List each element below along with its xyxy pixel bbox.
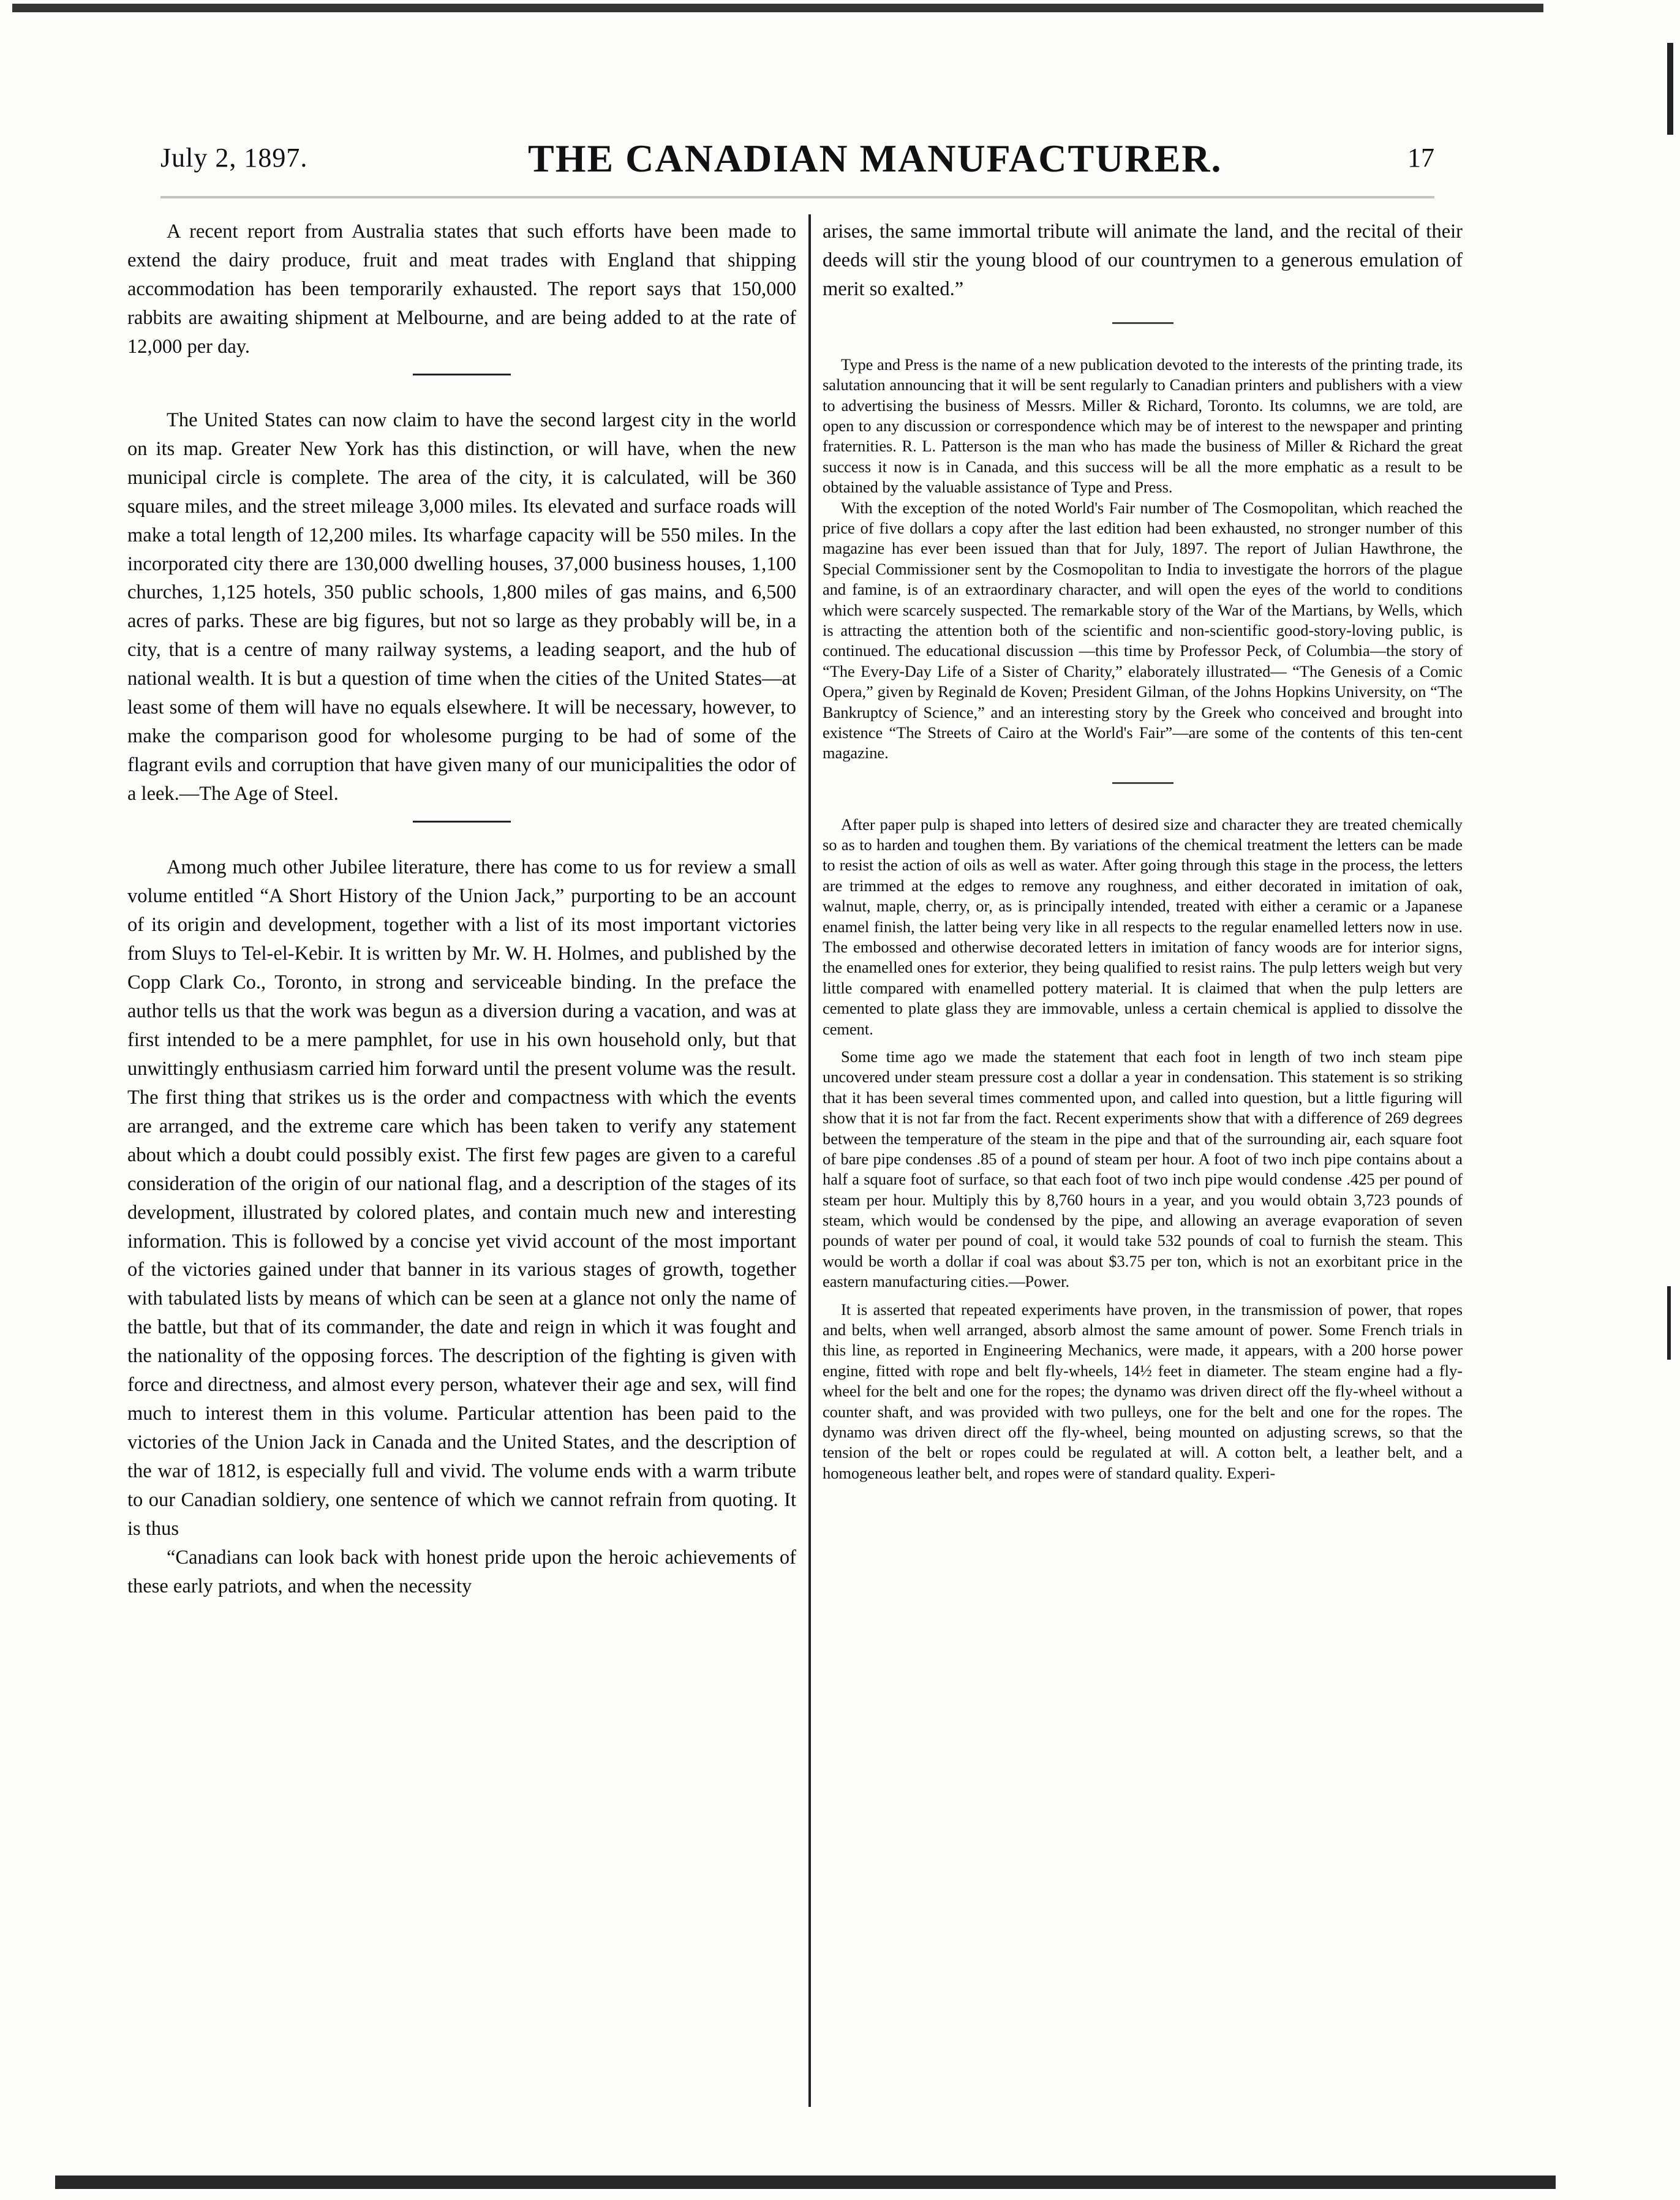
article-steam-pipe: Some time ago we made the statement that each foot in length of two inch steam pipe uncovered under steam pressure cost a dollar a year in condensation. This statement is so striking that it has been several times commented upon, and called into question, but a little figuring will show that it is not far from the fact. Recent experiments show that with a difference of 269 degrees between the temperature of the steam in the pipe and that of the surrounding air, each square foot of bare pipe condenses .85 of a pound of steam per hour. A foot of two inch pipe contains about a half a square foot of surface, so that each foot of two inch pipe would condense .425 per pound of steam per hour. Multiply this by 8,760 hours in a year, and you would obtain 3,723 pounds of steam, which would be condensed by the pipe, and allowing an average evaporation of seven pounds of water per pound of coal, it would take 532 pounds of coal to furnish the steam. This would be worth a dollar if coal was about $3.75 per ton, which is not an exorbitant price in the eastern manufacturing cities.—Power. — [823, 1047, 1463, 1291]
quote-continuation: arises, the same immortal tribute will animate the land, and the recital of their deeds will stir the young blood of our countrymen to a generous emulation of merit so exalted.” — [823, 220, 1463, 300]
column-divider — [808, 214, 811, 2107]
right-column — [823, 217, 1463, 2104]
article-union-jack-quote: “Canadians can look back with honest pride upon the heroic achievements of these early patriots, and when the necessity — [127, 1546, 796, 1597]
article-separator — [413, 821, 511, 823]
left-column — [127, 217, 796, 2104]
article-type-and-press: Type and Press is the name of a new publication devoted to the interests of the printing trade, its salutation announcing that it will be sent regularly to Canadian printers and publishers with a view to advertising the business of Messrs. Miller & Richard, Toronto. Its columns, we are told, are open to any discussion or correspondence which may be of interest to the newspaper and printing fraternities. R. L. Patterson is the man who has made the business of Miller & Richard the great success it now is in Canada, and this success will be all the more emphatic as a result to be obtained by the valuable assistance of Type and Press. — [823, 355, 1463, 497]
article-separator — [413, 374, 511, 375]
article-pulp-letters: After paper pulp is shaped into letters of desired size and character they are treated chemically so as to harden and toughen them. By variations of the chemical treatment the letters can be made to resist the action of oils as well as water. After going through this stage in the process, the letters are trimmed at the edges to remove any roughness, and either decorated in imitation of oak, walnut, maple, cherry, or, as is principally intended, treated with either a ceramic or a Japanese enamel finish, the latter being very like in all respects to the regular enamelled letters now in use. The embossed and otherwise decorated letters in imitation of fancy woods are for interior signs, the enamelled ones for exterior, they being qualified to resist rains. The pulp letters weigh but very little compared with enamelled pottery material. It is claimed that when the pulp letters are cemented to plate glass they are immovable, unless a certain chemical is applied to dissolve the cement. — [823, 815, 1463, 1038]
article-australia-trade: A recent report from Australia states that such efforts have been made to extend the dairy produce, fruit and meat trades with England that shipping accommodation has been temporarily exhausted. The report says that 150,000 rabbits are awaiting shipment at Melbourne, and are being added to at the rate of 12,000 per day. — [127, 220, 796, 358]
article-cosmopolitan: With the exception of the noted World's Fair number of The Cosmopolitan, which reached the price of five dollars a copy after the last edition had been exhausted, no stronger number of this magazine has ever been issued than that for July, 1897. The report of Julian Hawthrone, the Special Commissioner sent by the Cosmopolitan to India to investigate the horrors of the plague and famine, is of an extraordinary character, and will open the eyes of the world to conditions which were scarcely suspected. The remarkable story of the War of the Martians, by Wells, which is attracting the attention both of the scientific and non-scientific good-story-loving public, is continued. The educational discussion —this time by Professor Peck, of Columbia—the story of “The Every-Day Life of a Sister of Charity,” elaborately illustrated— “The Genesis of a Comic Opera,” given by Reginald de Koven; President Gilman, of the Johns Hopkins University, on “The Bankruptcy of Science,” and an interesting story by the Greek who conceived and brought into existence “The Streets of Cairo at the World's Fair”—are some of the contents of this ten-cent magazine. — [823, 498, 1463, 763]
article-separator — [1112, 322, 1173, 324]
page-header — [160, 136, 1434, 191]
header-rule — [160, 196, 1434, 198]
article-union-jack-review: Among much other Jubilee literature, there has come to us for review a small volume entitled “A Short History of the Union Jack,” purporting to be an account of its origin and development, together with a list of its most important victories from Sluys to Tel-el-Kebir. It is written by Mr. W. H. Holmes, and published by the Copp Clark Co., Toronto, in strong and serviceable binding. In the preface the author tells us that the work was begun as a diversion during a vacation, and was at first intended to be a mere pamphlet, for use in his own household only, but that unwittingly enthusiasm carried him forward until the present volume was the result. The first thing that strikes us is the order and compactness with which the events are arranged, and the extreme care which has been taken to verify any statement about which a doubt could possibly exist. The first few pages are given to a careful consideration of the origin of our national flag, and a description of the stages of its development, illustrated by colored plates, and contain much new and interesting information. This is followed by a concise yet vivid account of the most important of the victories gained under that banner in its various stages of growth, together with tabulated lists by means of which can be seen at a glance not only the name of the battle, but that of its commander, the date and reign in which it was fought and the nationality of the opposing forces. The description of the fighting is given with force and directness, and almost every person, whatever their age and sex, will find much to interest them in this volume. Particular attention has been paid to the victories of the Union Jack in Canada and the United States, and the description of the war of 1812, is especially full and vivid. The volume ends with a warm tribute to our Canadian soldiery, one sentence of which we cannot refrain from quoting. It is thus — [127, 856, 796, 1540]
publication-title: THE CANADIAN MANUFACTURER. — [528, 137, 1222, 180]
page-number: 17 — [1407, 143, 1434, 173]
bottom-border-rule — [55, 2176, 1556, 2189]
article-greater-new-york: The United States can now claim to have the second largest city in the world on its map. Greater New York has this distinction, or will have, when the new municipal circle is complete. The area of the city, it is calculated, will be 360 square miles, and the street mileage 3,000 miles. Its elevated and surface roads will make a total length of 12,200 miles. Its wharfage capacity will be 550 miles. In the incorporated city there are 130,000 dwelling houses, 37,000 business houses, 1,100 churches, 1,125 hotels, 350 public schools, 1,800 miles of gas mains, and 6,500 acres of parks. These are big figures, but not so large as they probably will be, in a city, that is a centre of many railway systems, a leading seaport, and the hub of national wealth. It is but a question of time when the cities of the United States—at least some of them will have no equals elsewhere. It will be necessary, however, to make the comparison good for wholesome purging to be had of some of the flagrant evils and corruption that have given many of our municipalities the odor of a leek.—The Age of Steel. — [127, 409, 796, 805]
article-separator — [1112, 782, 1173, 784]
top-border-rule — [12, 4, 1543, 12]
issue-date: July 2, 1897. — [160, 143, 308, 173]
edge-scan-mark — [1667, 1286, 1671, 1360]
article-ropes-and-belts: It is asserted that repeated experiments have proven, in the transmission of power, that ropes and belts, when well arranged, absorb almost the same amount of power. Some French trials in this line, as reported in Engineering Mechanics, were made, it appears, with a 200 horse power engine, fitted with rope and belt fly-wheels, 14½ feet in diameter. The steam engine had a fly-wheel for the belt and one for the ropes; the dynamo was driven direct off the fly-wheel without a counter shaft, and was provided with two pulleys, one for the belt and one for the ropes. The dynamo was driven direct off the fly-wheel, being mounted on adjusting screws, so that the tension of the belt or ropes could be regulated at will. A cotton belt, a leather belt, and a homogeneous leather belt, and ropes were of standard quality. Experi- — [823, 1300, 1463, 1482]
edge-scan-mark — [1667, 43, 1673, 135]
